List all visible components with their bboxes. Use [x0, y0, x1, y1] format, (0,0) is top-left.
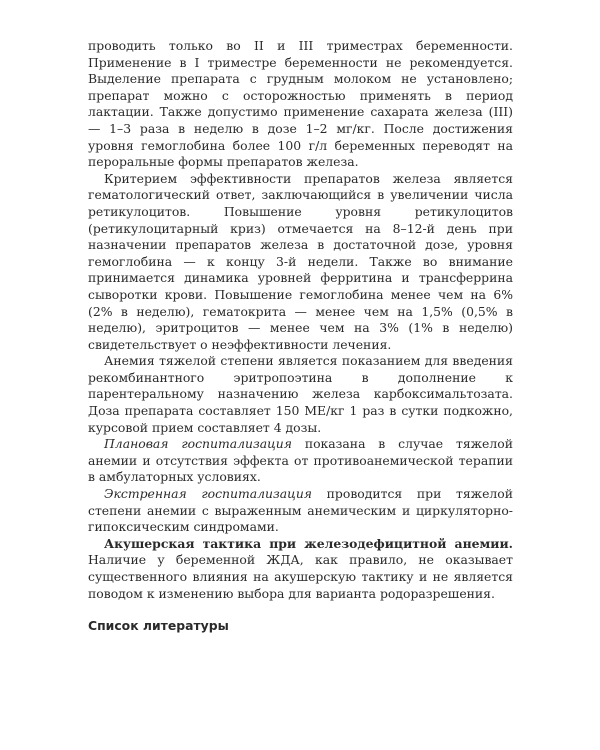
paragraph-5-text: проводится при тяжелой степени анемии с выраженным анемическим и циркуляторно-гипоксическим синдромами.: [88, 486, 514, 535]
page-body: [88, 38, 513, 635]
paragraph-6: [88, 536, 513, 602]
emergency-hospitalization-term: Экстренная госпитализация: [104, 486, 313, 502]
bibliography-heading: Список литературы: [88, 618, 229, 634]
obstetric-tactics-heading: Акушерская тактика при железодефицитной анемии.: [104, 535, 513, 551]
planned-hospitalization-term: Плановая госпитализация: [104, 436, 292, 452]
paragraph-2: Критерием эффективности препаратов железа является гематологический ответ, заключающийся в увеличении числа ретикулоцитов. Повышение уровня ретикулоцитов (ретикулоцитарный криз) отмечается на 8–12-й день при назначении препаратов железа в достаточной дозе, уровня гемоглобина — к концу 3-й недели. Также во внимание принимается динамика уровней ферритина и трансферрина сыворотки крови. Повышение гемоглобина менее чем на 6% (2% в неделю), гематокрита — менее чем на 1,5% (0,5% в неделю), эритроцитов — менее чем на 3% (1% в неделю) свидетельствует о неэффективности лечения.: [88, 170, 513, 352]
paragraph-3: Анемия тяжелой степени является показанием для введения рекомбинантного эритропоэтина в дополнение к парентеральному назначению железа карбоксимальтозата. Доза препарата составляет 150 МЕ/кг 1 раз в сутки подкожно, курсовой прием составляет 4 дозы.: [88, 353, 513, 435]
paragraph-4: [88, 436, 513, 486]
paragraph-5: [88, 486, 513, 536]
paragraph-4-text: показана в случае тяжелой анемии и отсутствия эффекта от противоанемической терапии в амбулаторных условиях.: [88, 436, 513, 485]
paragraph-1: проводить только во II и III триместрах беременности. Применение в I триместре беременности не рекомендуется. Выделение препарата с грудным молоком не установлено; препарат можно с осторожностью применять в период лактации. Также допустимо применение сахарата железа (III) — 1–3 раза в неделю в дозе 1–2 мг/кг. После достижения уровня гемоглобина более 100 г/л беременных переводят на пероральные формы препаратов железа.: [88, 38, 513, 170]
paragraph-6-text: Наличие у беременной ЖДА, как правило, не оказывает существенного влияния на акушерскую тактику и не является поводом к изменению выбора для варианта родоразрешения.: [88, 552, 513, 601]
